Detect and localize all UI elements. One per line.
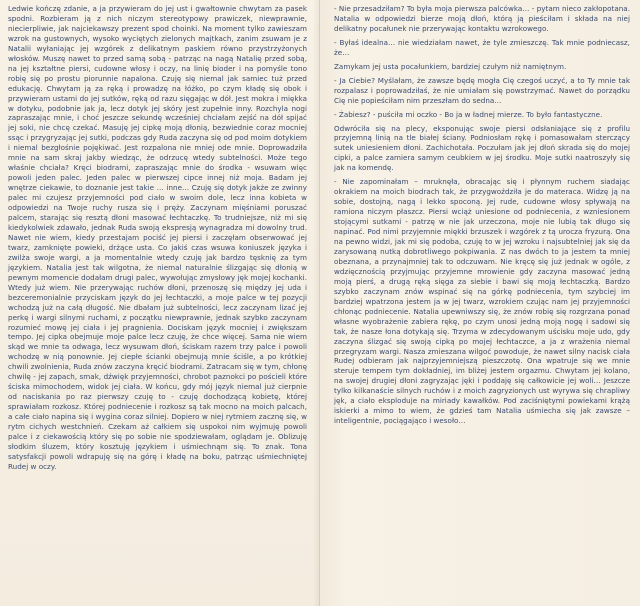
right-page-paragraph: Zamykam jej usta pocałunkiem, bardziej czułym niż namiętnym. — [334, 61, 567, 71]
left-page-paragraph: Ledwie kończę zdanie, a ja przywieram do jej ust i gwałtownie chwytam za pasek spodni. Rozbieram ją z nich niczym stereotypowy prawiczek, niewprawnie, niecierpliwie, jak najciekawszy prezent spod choinki. Na moment tylko zawieszam wzrok na gustownych, wysoko wyciętych zielonych majtkach, zanim zsuwam je z Natalii wyłaniając jej wzgórek z delikatnym paskiem równo przystrzyżonych włosków. Muszę nawet to przed samą sobą - patrząc na nagą Natalię przed sobą, na jej kształtne piersi, cudowne włosy i oczy, na linię bioder i na pomyśle tono robię się po prostu piorunnie napalona. Czuję się niemal jak samiec tuż przed edukację. Chwytam ją za ręką i prowadzę na łóżko, po czym kładę się obok i przywieram ustami do jej sutków, ręką od razu sięgając w dół. Jest mokra i miękka w dotyku, podobnie jak ja, lecz dotyk jej skóry jest zupełnie inny. Rozchyla nogi zapraszając mnie, i choć jeszcze sekundę wcześniej chciałam zejść na dół spijać jej soki, nie chcę czekać. Masuję jej cipkę moją dłonią, bezwiednie coraz mocniej ssąc i przygryzając jej sutki, podczas gdy Ruda zaczyna się od pod moim dotykiem i niemal bezgłośnie pojękiwać. Jest rozpalona nie mniej ode mnie. Doprowadziła mnie na sam skraj jakby wiedząc, że odrzucę wtedy subtelności. Może tego właśnie chciała? Kręci biodrami, zapraszając mnie do środka - wsuwam więc powoli jeden palec. Jeden palec w pierwszej cipce innej niż moja. Badam jej wnętrze ciekawie, to doznanie jest takie … inne… Czuję się dotyk jakże ze zwinny palec mi czujesz przyjemności pod ciało w swoim dole, lecz inna kobieta w odpowiedzi na Twoje ruchy rusza się i pręży. Zaczynam mięśniami poruszać palcem, starając się resztą dłoni masować łechtaczkę. To trudniejsze, niż mi się kiedykolwiek zdawało, jednak Ruda swoją ekspresją wynagradza mi dowolny trud. Nawet nie wiem, kiedy przestajam pociść jej piersi i zaczęłam obserwować jej twarz, zamknięte powieki, drżące usta. Co jakiś czas wsuwa koniuszek języka i zwilża swoje wargi, a ja momentalnie wtedy czuję jak bardzo tęsknię za tym językiem. Natalia jest tak wilgotna, że niemal naturalnie ślizgając się dłonią w pewnym momencie dodałam drugi palec, wywołując zmysłowy jęk mojej kochanki. Wtedy już wiem. Nie przerywając ruchów dłoni, przenoszę się między jej uda i bezceremonialnie przyciskam język do jej łechtaczki, a moje palce w tej pozycji wchodzą już na całą długość. Nie dbałam już subtelności, lecz zaczynam lizać jej perkę i wargi silnymi ruchami, z początku niewprawnie, jednak szybko zaczynam rozumieć mowę jej ciała i jej pragnienia. Dociskam język mocniej i zwiększam tempo. Jej cipka obejmuje moje palce lecz czuję, że chce więcej. Sama nie wiem skąd we mnie ta odwaga, lecz wysuwam dłoń, ściskam razem trzy palce i powoli wchodzę w nią ponownie. Jej ciepłe ścianki obejmują mnie ściśle, a po krótkiej chwili zwolnienia, Ruda znów zaczyna kręcić biodrami. Zatracam się w tym, chłonę chwilę - jej zapach, smak, dźwięk przyjemności, chrobot paznokci po pościeli które ściska mimochodem, widok jej ciała. W końcu, gdy mój język niemal już cierpnie od naciskania po raz pierwszy czuję to - czuję dochodzącą kobietę, której sprawiałam rozkosz. Której podniecenie i rozkosz są tak mocno na moich palcach, a całe ciało napina się i wygina coraz silniej. Dopiero w niej rytmiem zacznę się, w rytm cichych westchnień. Czekam aż całkiem się uspokoi nim wyjmuję powoli palce i z ciekawością który się po sobie nie spodziewałam, oglądam je. Oblizuję słodkim śluzem, który kosztuję językiem i uśmiechnąm się. To znak. Tona satysfakcji powoli wdrapuję się na górę i kładę na boku, patrząc uśmiechniętej Rudej w oczy. — [8, 4, 310, 471]
right-page-paragraph: - Nie przesadziłam? To była moja pierwsza palcówka… - pytam nieco zakłopotana. Natalia w odpowiedzi bierze moją dłoń, którą ją pieściłam i składa na niej delikatny pocałunek nie przerywając kontaktu wzrokowego. — [334, 4, 633, 33]
right-page-paragraph: - Nie zapominałam – mruknęła, obracając się i płynnym ruchem siadając okrakiem na moich biodrach tak, że przygwoździła je do materaca. Widzę ją na sobie, dostojną, nagą i lekko spoconą. Jej rude, cudowne włosy spływają na ramiona niczym płaszcz. Piersi wciąż uniesione od podniecenia, z wzniesionem stojącymi sutkami - patrzę w nie jak urzeczona, moje nie lubią tak długo się napinać. Pod nimi przyjemnie miękki brzuszek i wzgórek z tą urocza fryzurą. Ona na pewno widzi, jak mi się podoba, czuję to w jej wzroku i najsubtelniej jak się da zarysowaną nutką dobrotliwego pokpiwania. Z nas dwóch to ja jestem ta mniej obeznana, a przynajmniej tak to odczuwam. Nie kręcę się już jednak w ogóle, z wdzięcznością przyjmując przyjemne mrowienie gdy zaczyna masować jedną moją pierś, a drugą ręką sięga za siebie i bawi się moją łechtaczką. Bardzo szybko zaczynam znów wspinać się na górkę podniecenia, tym szybciej im bardziej wpatrzona jestem ja w jej twarz, wzrokiem czując nam jej przyjemności chłonąc podniecenie. Natalia upewniwszy się, że znów robię się rozgrzana ponad własne wyobrażenie zabiera rękę, po czym unosi jedną moją nogę i sadowi się tak, że nasze łona dotykają się. Trzyma w zdecydowanym uścisku moje udo, gdy zaczyna ślizgać się swoją cipką po mojej łechtaczce, a ja z wrażenia niemal przegryzam wargi. Nasza zmieszana wilgoć powoduje, że nawet silny nacisk ciała Rudej odbieram jak najprzyjemniejszą pieszczotę. Ona wpatruje się we mnie steruje tempem tym dokładniej, im bliżej jestem orgazmu. Chwytam jej kolano, na swojej drugiej dłoni zagryzając jęki i poddaję się całkowicie jej woli… Jeszcze tylko kilkanaście silnych ruchów i z moich zagryzionych ust wyrywa się chrapliwy jęk, a ciało eksploduje na miriady kawałków. Pod zaciśniętymi powiekami krążą iskierki a mimo to wiem, że gdzieś tam Natalia uśmiecha się jak zawsze – inteligentnie, pociągająco i wesoło… — [334, 177, 633, 426]
right-page-paragraph: - Ja Ciebie? Myślałam, że zawsze będę mogła Cię czegoś uczyć, a to Ty mnie tak rozpalasz i poprowadziłaś, że nie umiałam się powstrzymać. Nawet do porządku Cię nie popieściłam nim przeszłam do sedna… — [334, 75, 633, 105]
right-page-paragraph: Odwróciła się na plecy, eksponując swoje piersi odsłaniające się z profilu przyjemną linią na tle białej ściany. Podniosłam rękę i pomasowałam sterczący sutek uniesieniem dłoni. Zachichotała. Poczułam jak jej dłoń skrada się do mojej cipki, a palce zamiera samym ceubkiem w jej środku. Moje sutki naatroszyły się jak na komendę. — [334, 123, 633, 173]
right-page-paragraph: - Byłaś idealna… nie wiedziałam nawet, że tyle zmieszczę. Tak mnie podniecasz, że… — [334, 37, 633, 57]
right-page — [320, 0, 640, 606]
right-page-paragraph: - Żabiesz? - puściła mi oczko - Bo ja w ładnej mierze. To było fantastyczne. — [334, 109, 603, 119]
